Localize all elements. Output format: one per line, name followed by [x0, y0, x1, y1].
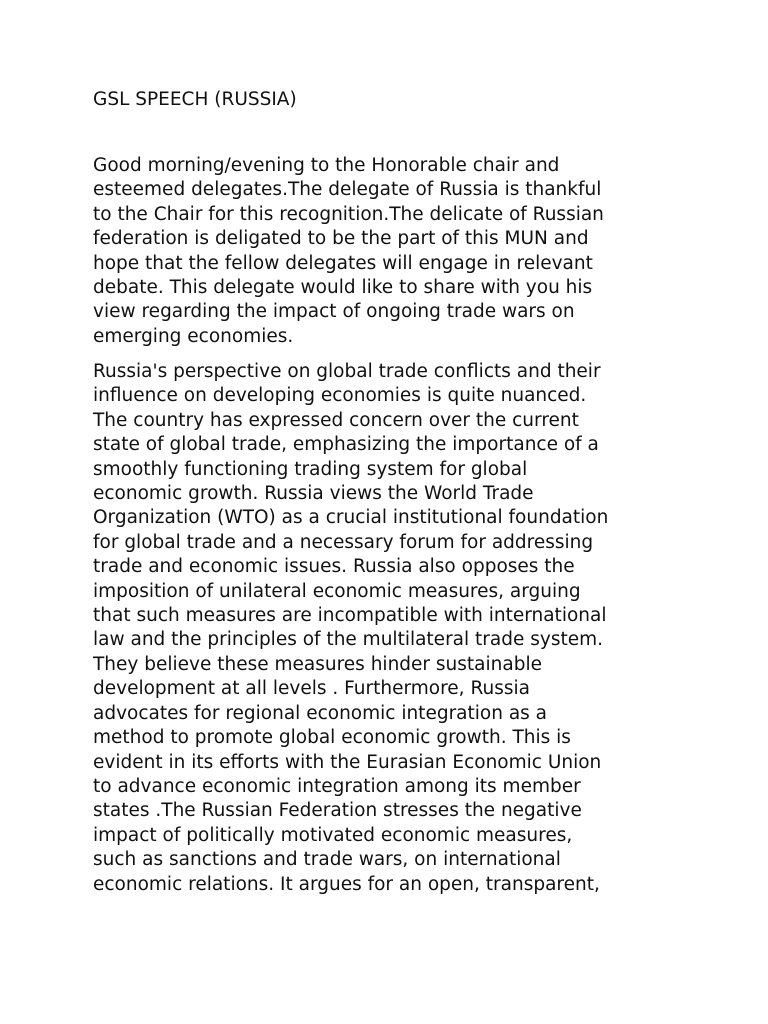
text-line: that such measures are incompatible with international: [93, 605, 607, 627]
text-line: emerging economies.: [93, 325, 294, 347]
text-line: economic relations. It argues for an open, transparent,: [93, 873, 600, 895]
text-line: method to promote global economic growth. This is: [93, 727, 571, 749]
text-line: Organization (WTO) as a crucial institutional foundation: [93, 507, 609, 529]
text-line: advocates for regional economic integration as a: [93, 702, 548, 724]
text-line: imposition of unilateral economic measures, arguing: [93, 580, 581, 602]
text-line: to advance economic integration among its member: [93, 775, 581, 797]
text-line: federation is deligated to be the part of this MUN and: [93, 228, 589, 250]
text-line: such as sanctions and trade wars, on international: [93, 849, 561, 871]
text-line: smoothly functioning trading system for global: [93, 458, 528, 480]
text-line: law and the principles of the multilateral trade system.: [93, 629, 603, 651]
text-line: Good morning/evening to the Honorable chair and: [93, 155, 560, 176]
text-line: esteemed delegates.The delegate of Russia is thankful: [93, 179, 602, 201]
document-title: GSL SPEECH (RUSSIA): [93, 89, 297, 110]
text-line: evident in its efforts with the Eurasian Economic Union: [93, 751, 602, 773]
text-line: to the Chair for this recognition.The delicate of Russian: [93, 203, 604, 225]
text-line: hope that the fellow delegates will engage in relevant: [93, 252, 593, 274]
text-line: view regarding the impact of ongoing trade wars on: [93, 301, 575, 323]
text-line: debate. This delegate would like to share with you his: [93, 277, 593, 299]
text-line: They believe these measures hinder sustainable: [93, 653, 542, 675]
text-line: trade and economic issues. Russia also opposes the: [93, 556, 575, 578]
text-line: states .The Russian Federation stresses the negative: [93, 800, 582, 822]
paragraph-perspective: [93, 360, 608, 897]
text-line: economic growth. Russia views the World Trade: [93, 483, 534, 505]
text-line: for global trade and a necessary forum for addressing: [93, 531, 594, 553]
text-line: The country has expressed concern over the current: [93, 409, 579, 431]
text-line: state of global trade, emphasizing the importance of a: [93, 434, 599, 456]
text-line: impact of politically motivated economic measures,: [93, 824, 573, 846]
paragraph-greeting: [93, 154, 604, 349]
text-line: influence on developing economies is quite nuanced.: [93, 385, 587, 407]
text-line: Russia's perspective on global trade conflicts and their: [93, 361, 601, 382]
text-line: development at all levels . Furthermore, Russia: [93, 678, 530, 700]
